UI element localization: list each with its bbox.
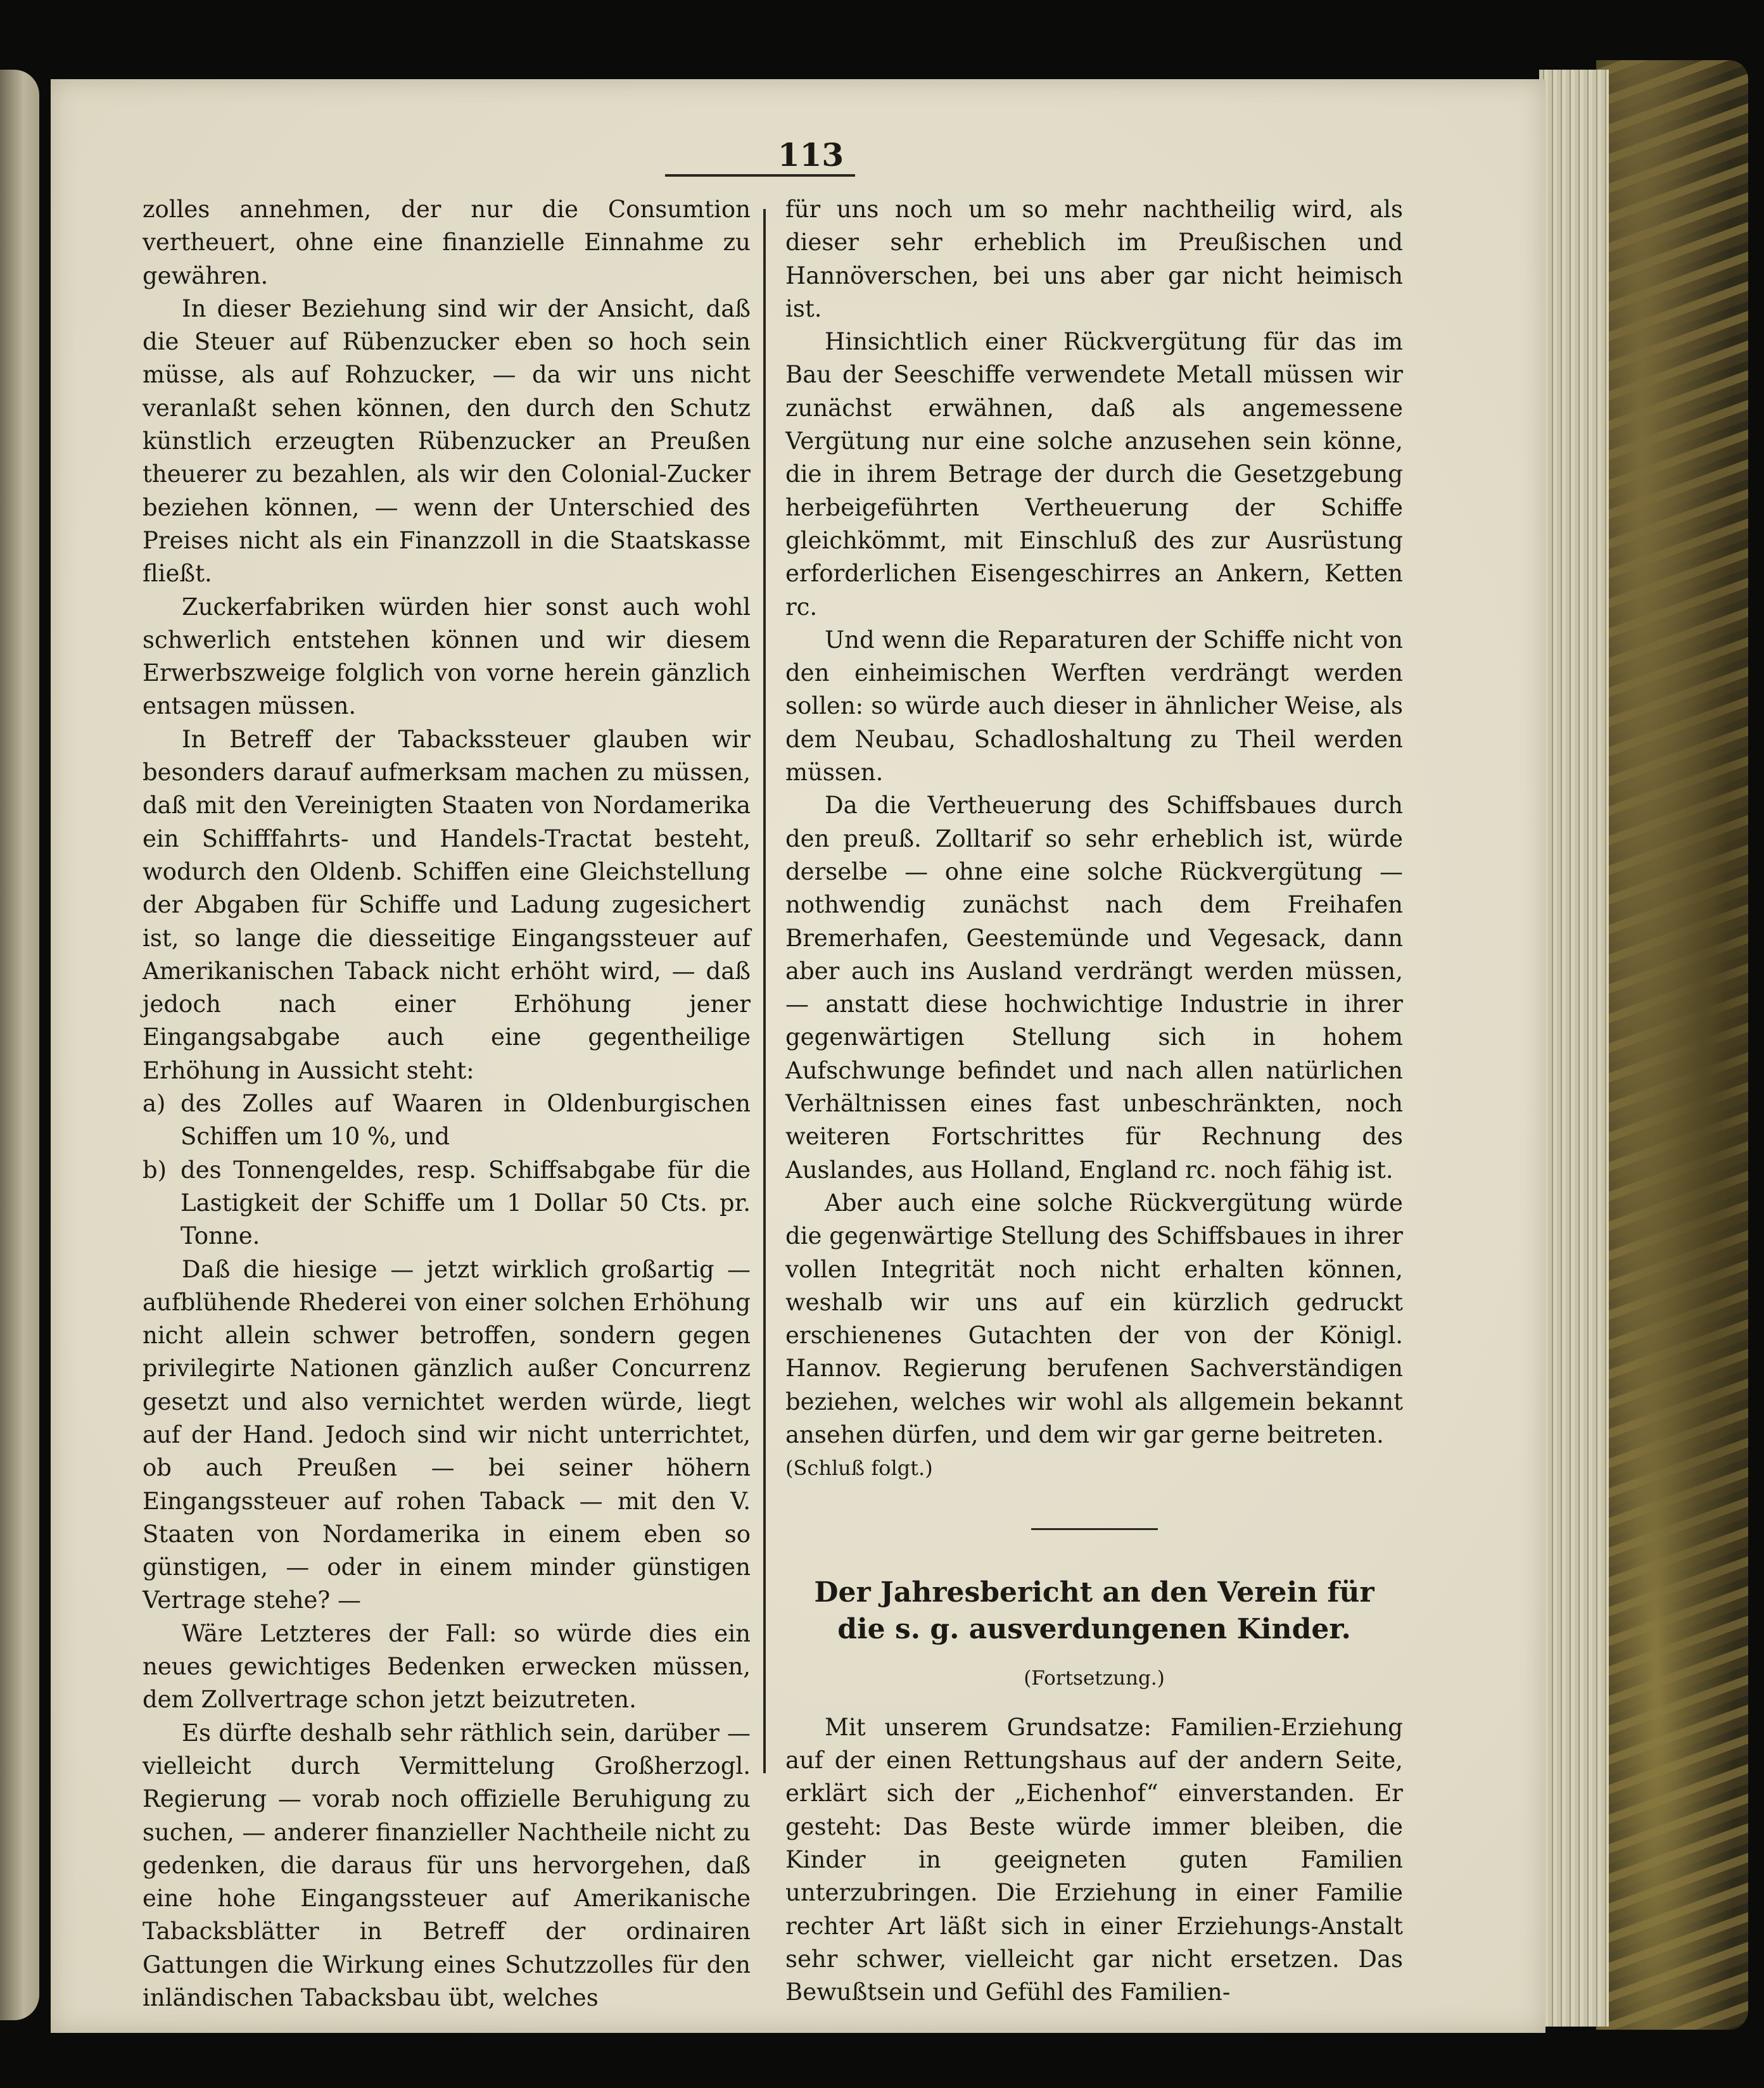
paragraph: Es dürfte deshalb sehr räthlich sein, darüber — vielleicht durch Vermittelung Großherzogl. Regierung — vorab noch offizielle Beruhigung zu suchen, — anderer finanzieller Nachtheile nicht zu gedenken, die daraus für uns hervorgehen, daß eine hohe Eingangssteuer auf Amerikanische Tabacksblätter in Betreff der ordinairen Gattungen die Wirkung eines Schutzzolles für den inländischen Tabacksbau übt, welches (143, 1719, 751, 2012)
book-page (51, 79, 1545, 2033)
article-title: Der Jahresbericht an den Verein für die s. g. ausverdungenen Kinder. (814, 1576, 1374, 1645)
paragraph: Hinsichtlich einer Rückvergütung für das im Bau der Seeschiffe verwendete Metall müssen wir zunächst erwähnen, daß als angemessene Vergütung nur eine solche anzusehen sein könne, die in ihrem Betrage der durch die Gesetzgebung herbeigeführten Vertheuerung der Schiffe gleichkömmt, mit Einschluß des zur Ausrüstung erforderlichen Eisengeschirres an Ankern, Ketten rc. (785, 328, 1403, 621)
paragraph: Und wenn die Reparaturen der Schiffe nicht von den einheimischen Werften verdrängt werden sollen: so würde auch dieser in ähnlicher Weise, als dem Neubau, Schadloshaltung zu Theil werden müssen. (785, 626, 1403, 787)
previous-page-edge (0, 70, 39, 2020)
right-column (785, 193, 1403, 2009)
paragraph: In dieser Beziehung sind wir der Ansicht, daß die Steuer auf Rübenzucker eben so hoch sein müsse, als auf Rohzucker, — da wir uns nicht veranlaßt sehen können, den durch den Schutz künstlich erzeugten Rübenzucker an Preußen theuerer zu bezahlen, als wir den Colonial-Zucker beziehen können, — wenn der Unterschied des Preises nicht als ein Finanzzoll in die Staatskasse fließt. (143, 294, 751, 588)
book-cover-binding (1596, 60, 1748, 2030)
list-item (143, 1087, 751, 1154)
header-rule (665, 174, 855, 177)
stacked-page-edges (1539, 70, 1609, 2027)
article-subtitle: (Fortsetzung.) (1024, 1666, 1165, 1690)
continuation-note: (Schluß folgt.) (785, 1456, 933, 1481)
paragraph: Wäre Letzteres der Fall: so würde dies ein neues gewichtiges Bedenken erwecken müssen, dem Zollvertrage schon jetzt beizutreten. (143, 1619, 751, 1714)
list-marker: b) (143, 1156, 167, 1184)
list-marker: a) (143, 1090, 166, 1118)
paragraph: In Betreff der Tabackssteuer glauben wir besonders darauf aufmerksam machen zu müssen, daß mit den Vereinigten Staaten von Nordamerika ein Schifffahrts- und Handels-Tractat besteht, wodurch den Oldenb. Schiffen eine Gleichstellung der Abgaben für Schiffe und Ladung zugesichert ist, so lange die diesseitige Eingangssteuer auf Amerikanischen Taback nicht erhöht wird, — daß jedoch nach einer Erhöhung jener Eingangsabgabe auch eine gegentheilige Erhöhung in Aussicht steht: (143, 725, 751, 1084)
column-divider (763, 209, 766, 1773)
page-number: 113 (777, 136, 844, 174)
paragraph: Aber auch eine solche Rückvergütung würde die gegenwärtige Stellung des Schiffsbaues in ihrer vollen Integrität noch nicht erhalten können, weshalb wir uns auf ein kürzlich gedruckt erschienenes Gutachten der von der Königl. Hannov. Regierung berufenen Sachverständigen beziehen, welches wir wohl als allgemein bekannt ansehen dürfen, und dem wir gar gerne beitreten. (785, 1189, 1403, 1448)
list-text: des Zolles auf Waaren in Oldenburgischen Schiffen um 10 %, und (181, 1090, 751, 1151)
paragraph: Daß die hiesige — jetzt wirklich großartig — aufblühende Rhederei von einer solchen Erhöhung nicht allein schwer betroffen, sondern gegen privilegirte Nationen gänzlich außer Concurrenz gesetzt und also vernichtet werden würde, liegt auf der Hand. Jedoch sind wir nicht unterrichtet, ob auch Preußen — bei seiner höhern Eingangssteuer auf rohen Taback — mit den V. Staaten von Nordamerika in einem eben so günstigen, — oder in einem minder günstigen Vertrage stehe? — (143, 1255, 751, 1614)
list-text: des Tonnengeldes, resp. Schiffsabgabe für die Lastigkeit der Schiffe um 1 Dollar 50 Cts. pr. Tonne. (181, 1156, 751, 1250)
left-column (143, 193, 751, 2015)
paragraph: zolles annehmen, der nur die Consumtion vertheuert, ohne eine finanzielle Einnahme zu gewähren. (143, 196, 751, 289)
paragraph: für uns noch um so mehr nachtheilig wird, als dieser sehr erheblich im Preußischen und Hannöverschen, bei uns aber gar nicht heimisch ist. (785, 196, 1403, 322)
list-item (143, 1154, 751, 1253)
paragraph: Da die Vertheuerung des Schiffsbaues durch den preuß. Zolltarif so sehr erheblich ist, würde derselbe — ohne eine solche Rückvergütung — nothwendig zunächst nach dem Freihafen Bremerhafen, Geestemünde und Vegesack, dann aber auch ins Ausland verdrängt werden müssen, — anstatt diese hochwichtige Industrie in ihrer gegenwärtigen Stellung sich in hohem Aufschwunge befindet und nach allen natürlichen Verhältnissen eines fast unbeschränkten, noch weiteren Fortschrittes für Rechnung des Auslandes, aus Holland, England rc. noch fähig ist. (785, 792, 1403, 1184)
paragraph: Zuckerfabriken würden hier sonst auch wohl schwerlich entstehen können und wir diesem Erwerbszweige folglich von vorne herein gänzlich entsagen müssen. (143, 593, 751, 720)
section-rule (1031, 1528, 1158, 1530)
paragraph: Mit unserem Grundsatze: Familien-Erziehung auf der einen Rettungshaus auf der andern Seite, erklärt sich der „Eichenhof“ einverstanden. Er gesteht: Das Beste würde immer bleiben, die Kinder in geeigneten guten Familien unterzubringen. Die Erziehung in einer Familie rechter Art läßt sich in einer Erziehungs-Anstalt sehr schwer, vielleicht gar nicht ersetzen. Das Bewußtsein und Gefühl des Familien- (785, 1713, 1403, 2006)
